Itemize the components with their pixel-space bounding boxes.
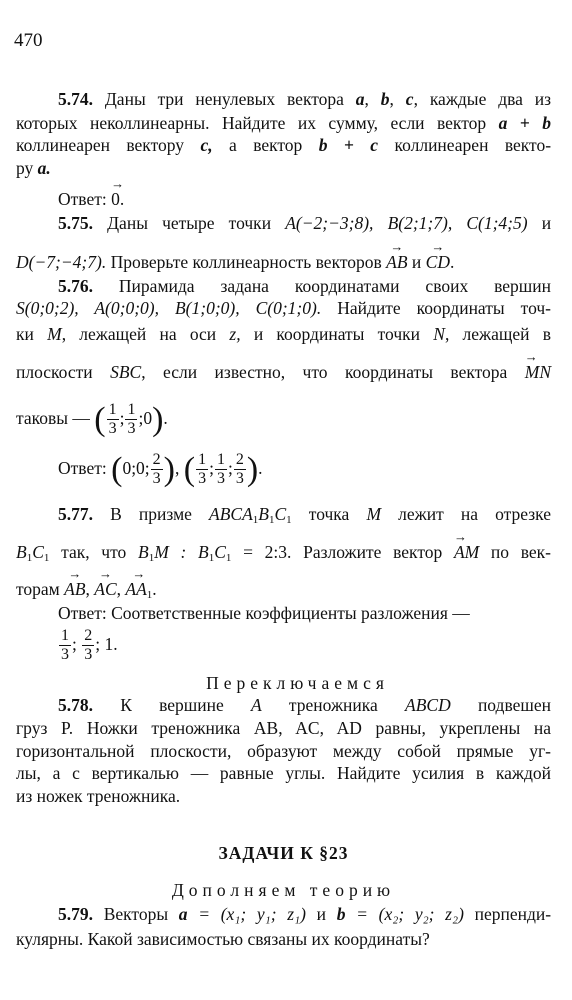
problem-5-78-line-1: 5.78. К вершине A треножника ABCD подвешен [58,695,551,715]
problem-number: 5.77. [58,504,93,524]
problem-5-78-line-2: груз P. Ножки треножника AB, AC, AD равны, укреплены на [16,718,551,738]
problem-5-77-line-3: торам → AB, → AC, → $AA_1$. [16,578,551,606]
problem-5-79-line-2: кулярны. Какой зависимостью связаны их координаты? [16,929,430,949]
problem-number: 5.78. [58,695,93,715]
problem-5-74-answer: Ответ: → 0. [58,188,551,210]
problem-number: 5.76. [58,276,93,296]
problem-5-78-line-5: из ножек треножника. [16,786,181,806]
problem-5-76-line-2: S(0;0;2), A(0;0;0), B(1;0;0), C(0;1;0). Найдите координаты точ- [16,298,551,318]
problem-5-76-line-3: ки M, лежащей на оси z, и координаты точки N, лежащей в [16,324,552,344]
fraction: $\frac{1}{3}$ [216,451,225,488]
vector-AC: → AC [94,578,116,600]
section-title: Дополняем теорию [171,880,396,900]
vector-CD: → CD [426,251,450,273]
problem-number: 5.79. [58,904,93,924]
problem-5-77-line-1: 5.77. В призме $ABCA_1B_1C_1$ точка M лежит на отрезке [58,504,551,526]
problem-number: 5.75. [58,213,93,233]
problem-5-78-line-4: лы, а с вертикалью — равные углы. Найдите усилия в каждой [16,763,551,783]
problem-5-76-line-1: 5.76. Пирамида задана координатами своих вершин [58,276,551,296]
fraction: $\frac{1}{3}$ [61,627,69,664]
problem-5-74-line-2: которых неколлинеарны. Найдите их сумму, если вектор a + b [16,113,551,133]
problem-5-77-answer: Ответ: Соответственные коэффициенты разложения — [58,603,470,623]
vector-MN: → MN [525,361,551,383]
problem-5-76-answer: Ответ: (0;0; $\frac{2}{3}$ ), ( $\frac{1}{3}$ ; $\frac{1}{3}$ ; $\frac{2}{3}$ ). [58,450,263,488]
zero-vector: → 0 [111,188,120,210]
problem-5-74-line-1: 5.74. Даны три ненулевых вектора a, b, c, каждые два из [58,89,552,109]
vector-AB: → AB [64,578,85,600]
problem-5-74-line-3: коллинеарен вектору c, а вектор b + c коллинеарен векто- [16,135,552,155]
problem-5-77-answer-coefficients: $\frac{1}{3}$ ; $\frac{2}{3}$ ; 1. [61,627,118,664]
problem-number: 5.74. [58,89,93,109]
vector-AM: → AM [454,541,479,563]
fraction: $\frac{2}{3}$ [84,627,93,664]
fraction: $\frac{1}{3}$ [127,401,136,438]
problem-5-76-line-4: плоскости SBC, если известно, что координаты вектора → MN [16,361,551,383]
vector-AA1: → $AA_1$ [125,578,152,606]
vector-AB: → AB [386,251,407,273]
chapter-heading: ЗАДАЧИ К §23 [218,843,349,863]
fraction: $\frac{1}{3}$ [108,401,117,438]
problem-5-74-line-4: ру a. [16,158,51,178]
problem-5-79-line-1: 5.79. Векторы a = (x₁; y₁; z₁) и b = (x₂; y₂; z₂) перпенди- [58,904,552,924]
problem-5-76-line-5: таковы — ( $\frac{1}{3}$ ; $\frac{1}{3}$ ;0). [16,400,168,438]
problem-5-77-line-2: $B_1C_1$ так, что $B_1M$ : $B_1C_1$ = 2:3. Разложите вектор → AM по век- [16,541,551,569]
section-title: Переключаемся [206,673,389,693]
fraction: $\frac{2}{3}$ [235,451,244,488]
problem-5-78-line-3: горизонтальной плоскости, образуют между собой прямые уг- [16,741,551,761]
page-number: 470 [14,30,43,51]
problem-5-75-line-2: D(−7;−4;7). Проверьте коллинеарность векторов → AB и → CD. [16,251,551,273]
problem-5-75-line-1: 5.75. Даны четыре точки A(−2;−3;8), B(2;1;7), C(1;4;5) и [58,213,552,233]
fraction: $\frac{2}{3}$ [152,451,161,488]
fraction: $\frac{1}{3}$ [198,451,207,488]
